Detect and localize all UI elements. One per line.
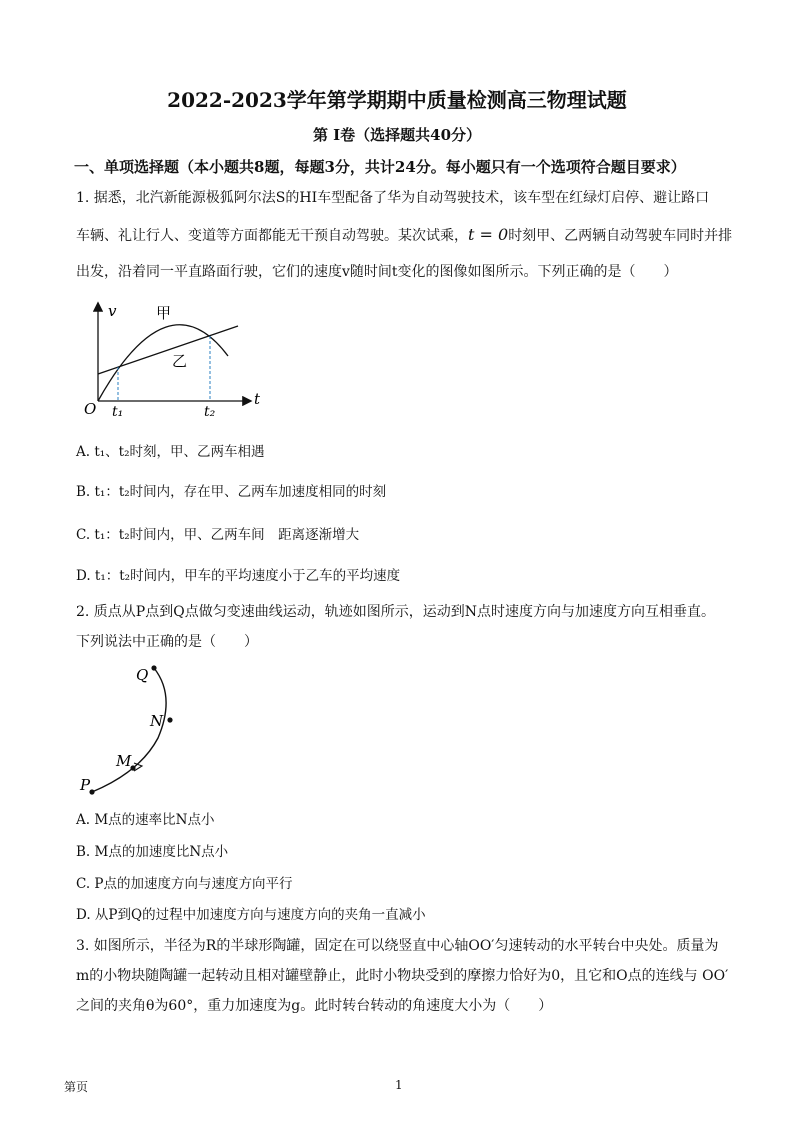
jia-label: 甲	[156, 304, 172, 322]
q2-option-b: B. M点的加速度比N点小	[76, 844, 229, 860]
q2-trajectory-figure	[76, 660, 196, 802]
t1-label: t₁	[112, 404, 124, 420]
q3-line-2: m的小物块随陶罐一起转动且相对罐壁静止，此时小物块受到的摩擦力恰好为0，且它和O点的连线与 OO′	[76, 968, 729, 984]
page-title: 2022-2023学年第学期期中质量检测高三物理试题	[167, 88, 627, 112]
v-axis-label: v	[108, 302, 117, 320]
q2-line-2: 下列说法中正确的是（ ）	[76, 634, 258, 650]
q2-option-d: D. 从P到Q的过程中加速度方向与速度方向的夹角一直减小	[76, 907, 426, 923]
t-axis-label: t	[254, 390, 261, 408]
q1-option-c: C. t₁：t₂时间内，甲、乙两车间 距离逐渐增大	[76, 527, 360, 543]
footer-page-number: 1	[395, 1078, 403, 1092]
trajectory-curve	[92, 668, 166, 792]
q1-line-2-b: 时刻甲、乙两辆自动驾驶车同时并排	[508, 228, 733, 244]
q2-option-a: A. M点的速率比N点小	[76, 812, 215, 828]
yi-label: 乙	[172, 352, 188, 370]
point-n	[167, 717, 172, 722]
q1-option-d: D. t₁：t₂时间内，甲车的平均速度小于乙车的平均速度	[76, 568, 401, 584]
volume-subtitle: 第 I卷（选择题共40分）	[312, 126, 482, 144]
label-p: P	[80, 776, 91, 794]
q1-vt-graph	[80, 296, 270, 424]
point-p	[89, 789, 94, 794]
q2-option-c: C. P点的加速度方向与速度方向平行	[76, 876, 293, 892]
q1-option-a: A. t₁、t₂时刻，甲、乙两车相遇	[76, 444, 265, 460]
q1-line-2	[76, 225, 732, 246]
point-q	[151, 665, 156, 670]
label-m: M	[116, 752, 132, 770]
q1-math-t0: t = 0	[468, 225, 509, 244]
q3-line-1: 3. 如图所示，半径为R的半球形陶罐，固定在可以绕竖直中心轴OO′匀速转动的水平转台中央处。质量为	[76, 938, 719, 954]
q1-option-b: B. t₁：t₂时间内，存在甲、乙两车加速度相同的时刻	[76, 484, 387, 500]
label-q: Q	[136, 666, 149, 684]
q1-line-1: 1. 据悉，北汽新能源极狐阿尔法S的HI车型配备了华为自动驾驶技术，该车型在红绿灯启停、避让路口	[76, 190, 710, 206]
section-heading: 一、单项选择题（本小题共8题，每题3分，共计24分。每小题只有一个选项符合题目要求）	[74, 158, 686, 176]
q3-line-3: 之间的夹角θ为60°，重力加速度为g。此时转台转动的角速度大小为（ ）	[76, 998, 553, 1014]
t2-label: t₂	[204, 404, 216, 420]
label-n: N	[150, 712, 164, 730]
q1-line-3: 出发，沿着同一平直路面行驶，它们的速度v随时间t变化的图像如图所示。下列正确的是（ ）	[76, 264, 678, 280]
footer-page-label: 第页	[64, 1080, 89, 1094]
q2-line-1: 2. 质点从P点到Q点做匀变速曲线运动，轨迹如图所示，运动到N点时速度方向与加速度方向互相垂直。	[76, 604, 715, 620]
origin-label: O	[84, 400, 97, 418]
q1-line-2-a: 车辆、礼让行人、变道等方面都能无干预自动驾驶。某次试乘，	[76, 228, 468, 244]
